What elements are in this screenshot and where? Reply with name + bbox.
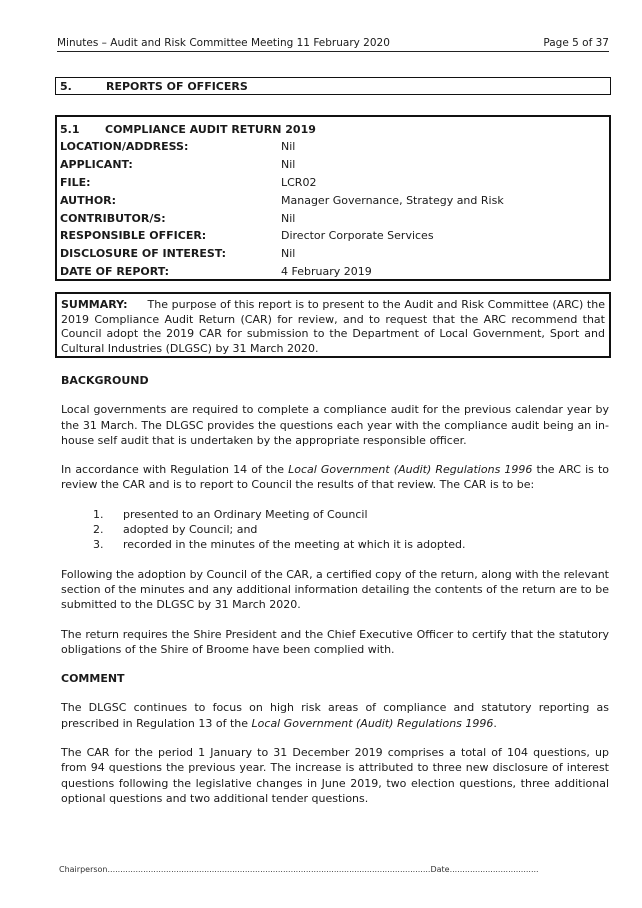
comment-paragraph [61,700,609,731]
detail-value: Nil [281,140,296,154]
list-number: 3. [93,538,104,552]
background-paragraph: Following the adoption by Council of the CAR, a certified copy of the return, along with the relevant section of the minutes and any additional information detailing the contents of the return are to be submitted to the DLGSC by 31 March 2020. [61,567,609,612]
date-signature-line: ................................... [449,865,539,874]
chairperson-label: Chairperson [59,865,108,874]
detail-row-location [60,138,606,156]
detail-row-disclosure [60,245,606,263]
detail-label: DISCLOSURE OF INTEREST: [60,247,227,261]
item-number: 5.1 [60,122,80,136]
summary-box [55,292,611,358]
detail-label: AUTHOR: [60,193,117,207]
section-title: REPORTS OF OFFICERS [106,79,248,93]
detail-value: LCR02 [281,175,317,189]
page-number: Page 5 of 37 [543,37,609,49]
chairperson-signature-line: ............................................................................................................................... [107,865,431,874]
document-title: Minutes – Audit and Risk Committee Meeting 11 February 2020 [57,37,390,49]
detail-label: LOCATION/ADDRESS: [60,140,189,154]
list-number: 2. [93,523,104,537]
background-paragraph [61,462,609,493]
section-heading [55,77,611,95]
legislation-title: Local Government (Audit) Regulations 1996 [288,463,533,477]
background-paragraph: Local governments are required to complete a compliance audit for the previous calendar year by the 31 March. The DLGSC provides the questions each year with the compliance audit being an in-house self audit that is undertaken by the appropriate responsible officer. [61,403,609,447]
summary-label: SUMMARY: [61,298,128,311]
text-run: . [493,716,497,730]
item-title: COMPLIANCE AUDIT RETURN 2019 [105,122,316,136]
item-heading [60,120,606,138]
summary-text: The purpose of this report is to present to the Audit and Risk Committee (ARC) the 2019 Compliance Audit Return (CAR) for review, and to request that the ARC recommend that Council adopt the 2019 CAR for submission to the Department of Local Government, Sport and Cultural Industries (DLGSC) by 31 March 2020. [61,298,605,356]
detail-label: CONTRIBUTOR/S: [60,211,166,225]
list-item [61,507,609,522]
background-heading: BACKGROUND [61,374,149,387]
detail-value: 4 February 2019 [281,264,372,278]
text-run: In accordance with Regulation 14 of the [61,463,289,477]
list-item [61,537,609,552]
list-text: adopted by Council; and [123,523,258,537]
detail-row-responsible-officer [60,227,606,245]
comment-heading: COMMENT [61,672,125,686]
detail-value: Director Corporate Services [281,229,434,243]
section-number: 5. [60,79,72,93]
legislation-title: Local Government (Audit) Regulations 1996 [251,716,494,730]
signature-footer [59,865,559,874]
list-number: 1. [93,507,104,521]
detail-row-applicant [60,156,606,174]
detail-row-contributors [60,209,606,227]
detail-row-file [60,174,606,192]
detail-label: DATE OF REPORT: [60,264,170,278]
list-text: presented to an Ordinary Meeting of Council [123,507,368,521]
requirements-list [61,507,609,553]
date-label: Date [430,865,450,874]
text-run: the ARC is to review the CAR and is to report to Council the results of that review. The CAR is to be: [61,463,610,492]
list-text: recorded in the minutes of the meeting at which it is adopted. [123,538,466,552]
item-details-box [55,115,611,281]
list-item [61,522,609,537]
page-header [57,37,609,52]
report-body [61,373,609,820]
detail-value: Manager Governance, Strategy and Risk [281,193,504,207]
detail-value: Nil [281,247,296,261]
comment-paragraph: The CAR for the period 1 January to 31 December 2019 comprises a total of 104 questions, up from 94 questions the previous year. The increase is attributed to three new disclosure of interest questions following the legislative changes in June 2019, two election questions, three additional optional questions and two additional tender questions. [61,746,609,805]
detail-value: Nil [281,158,296,172]
detail-label: RESPONSIBLE OFFICER: [60,229,207,243]
detail-row-author [60,191,606,209]
detail-value: Nil [281,211,296,225]
detail-row-date [60,263,606,281]
text-run: The DLGSC continues to focus on high risk areas of compliance and statutory reporting as prescribed in Regulation 13 of the [61,701,609,730]
background-paragraph: The return requires the Shire President and the Chief Executive Officer to certify that the statutory obligations of the Shire of Broome have been complied with. [61,627,609,656]
detail-label: APPLICANT: [60,158,133,172]
detail-label: FILE: [60,175,91,189]
